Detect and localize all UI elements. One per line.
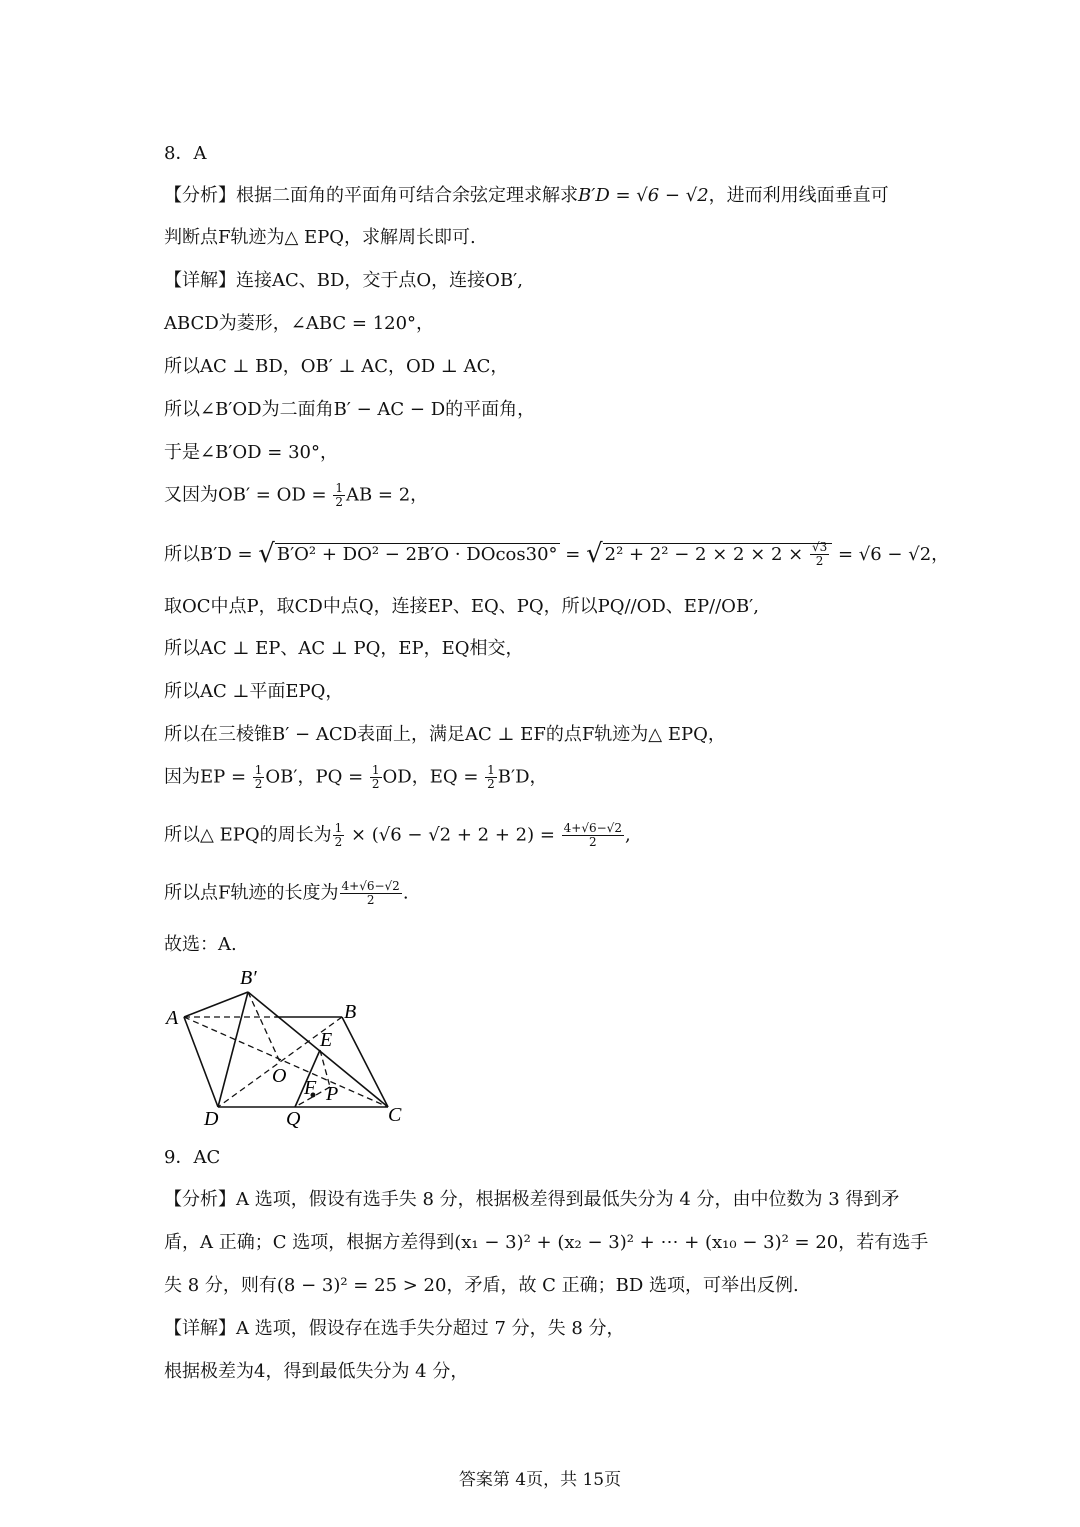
q8-line12: 因为EP = $\frac{1}{2}$ OB′，PQ = $\frac{1}{2}$ OD，EQ = $\frac{1}{2}$ B′D， <box>164 763 548 792</box>
analysis-text: 根据二面角的平面角可结合余弦定理求解求 <box>236 185 578 206</box>
analysis-text-tail: ，进而利用线面垂直可 <box>708 185 889 206</box>
label-C: C <box>388 1104 402 1126</box>
q8-line5: 于是∠B′OD = 30°， <box>164 442 339 463</box>
l6-text-tail: AB = 2， <box>345 484 429 506</box>
dash-A-C <box>184 1017 388 1107</box>
page-footer: 答案第 4页，共 15页 <box>458 1470 622 1490</box>
geometry-figure <box>160 962 420 1132</box>
q9-analysis-line3: 失 8 分，则有(8 − 3)² = 25 > 20，矛盾，故 C 正确；BD 选项，可举出反例. <box>164 1275 799 1296</box>
label-O: O <box>272 1065 287 1087</box>
edge-B-C <box>342 1017 388 1107</box>
root-1: B′O² + DO² − 2B′O · DOcos30° <box>276 543 558 565</box>
q8-line6 <box>164 482 428 509</box>
q8-line9: 所以AC ⊥ EP、AC ⊥ PQ，EP，EQ相交， <box>164 638 524 659</box>
q8-line7: 所以B′D = √ B′O² + DO² − 2B′O · DOcos30° = √ 2² + 2² − 2 × 2 × 2 × $\frac{√3}{2}$ = √6 − √2， <box>164 539 950 569</box>
label-A: A <box>166 1007 179 1029</box>
q8-line14: 所以点F轨迹的长度为 $\frac{4+√6-√2}{2}$ . <box>164 879 409 908</box>
edge-A-D <box>184 1017 218 1107</box>
edge-A-Bp <box>184 992 248 1017</box>
l7-text: 所以B′D = <box>164 543 259 565</box>
label-D: D <box>204 1108 219 1130</box>
root-2: 2² + 2² − 2 × 2 × 2 × $\frac{√3}{2}$ <box>603 543 833 565</box>
q9-analysis-line2: 盾，A 正确；C 选项，根据方差得到(x₁ − 3)² + (x₂ − 3)² + ⋯ + (x₁₀ − 3)² = 20，若有选手 <box>164 1232 929 1253</box>
half-fraction: $\frac{1}{2}$ <box>335 481 343 510</box>
q9-detail-line2: 根据极差为4，得到最低失分为 4 分， <box>164 1361 469 1382</box>
label-F: F <box>304 1077 317 1099</box>
q9-analysis-line1: 【分析】A 选项，假设有选手失 8 分，根据极差得到最低失分为 4 分，由中位数为 3 得到矛 <box>164 1189 900 1210</box>
l6-text: 又因为OB′ = OD = <box>164 484 333 506</box>
q9-heading: 9．AC <box>164 1147 221 1168</box>
analysis-tag: 【分析】 <box>164 185 236 206</box>
label-E: E <box>320 1029 333 1051</box>
edge-Bp-C <box>248 992 388 1107</box>
q8-line8: 取OC中点P，取CD中点Q，连接EP、EQ、PQ，所以PQ//OD、EP//OB′, <box>164 596 759 617</box>
q8-analysis-line2: 判断点F轨迹为△ EPQ，求解周长即可. <box>164 227 476 248</box>
q8-conclusion: 故选：A. <box>164 934 237 955</box>
q8-analysis-line1 <box>164 184 889 207</box>
detail-tag: 【详解】 <box>164 270 236 291</box>
q9-detail-line1: 【详解】A 选项，假设存在选手失分超过 7 分，失 8 分， <box>164 1318 625 1339</box>
dash-Bp-O <box>248 992 280 1062</box>
l7-result: = √6 − √2， <box>832 543 950 565</box>
q8-detail-line1 <box>164 269 523 292</box>
label-B: B <box>344 1001 357 1023</box>
q8-line11: 所以在三棱锥B′ − ACD表面上，满足AC ⊥ EF的点F轨迹为△ EPQ， <box>164 724 726 745</box>
q8-line13: 所以△ EPQ的周长为 $\frac{1}{2}$ × (√6 − √2 + 2 + 2) = $\frac{4+√6-√2}{2}$ , <box>164 821 631 850</box>
q8-line4: 所以∠B′OD为二面角B′ − AC − D的平面角， <box>164 399 536 420</box>
q8-heading: 8．A <box>164 143 207 164</box>
label-Bp: B′ <box>240 967 257 989</box>
edge-Bp-D <box>218 992 248 1107</box>
q8-line10: 所以AC ⊥平面EPQ， <box>164 681 344 702</box>
detail-text: 连接AC、BD，交于点O，连接OB′, <box>236 270 523 291</box>
analysis-formula: B′D = √6 − √2 <box>578 185 709 206</box>
label-P: P <box>326 1083 339 1105</box>
q8-line3: 所以AC ⊥ BD，OB′ ⊥ AC，OD ⊥ AC， <box>164 356 509 377</box>
label-Q: Q <box>286 1108 301 1130</box>
q8-line2: ABCD为菱形，∠ABC = 120°， <box>164 313 435 334</box>
